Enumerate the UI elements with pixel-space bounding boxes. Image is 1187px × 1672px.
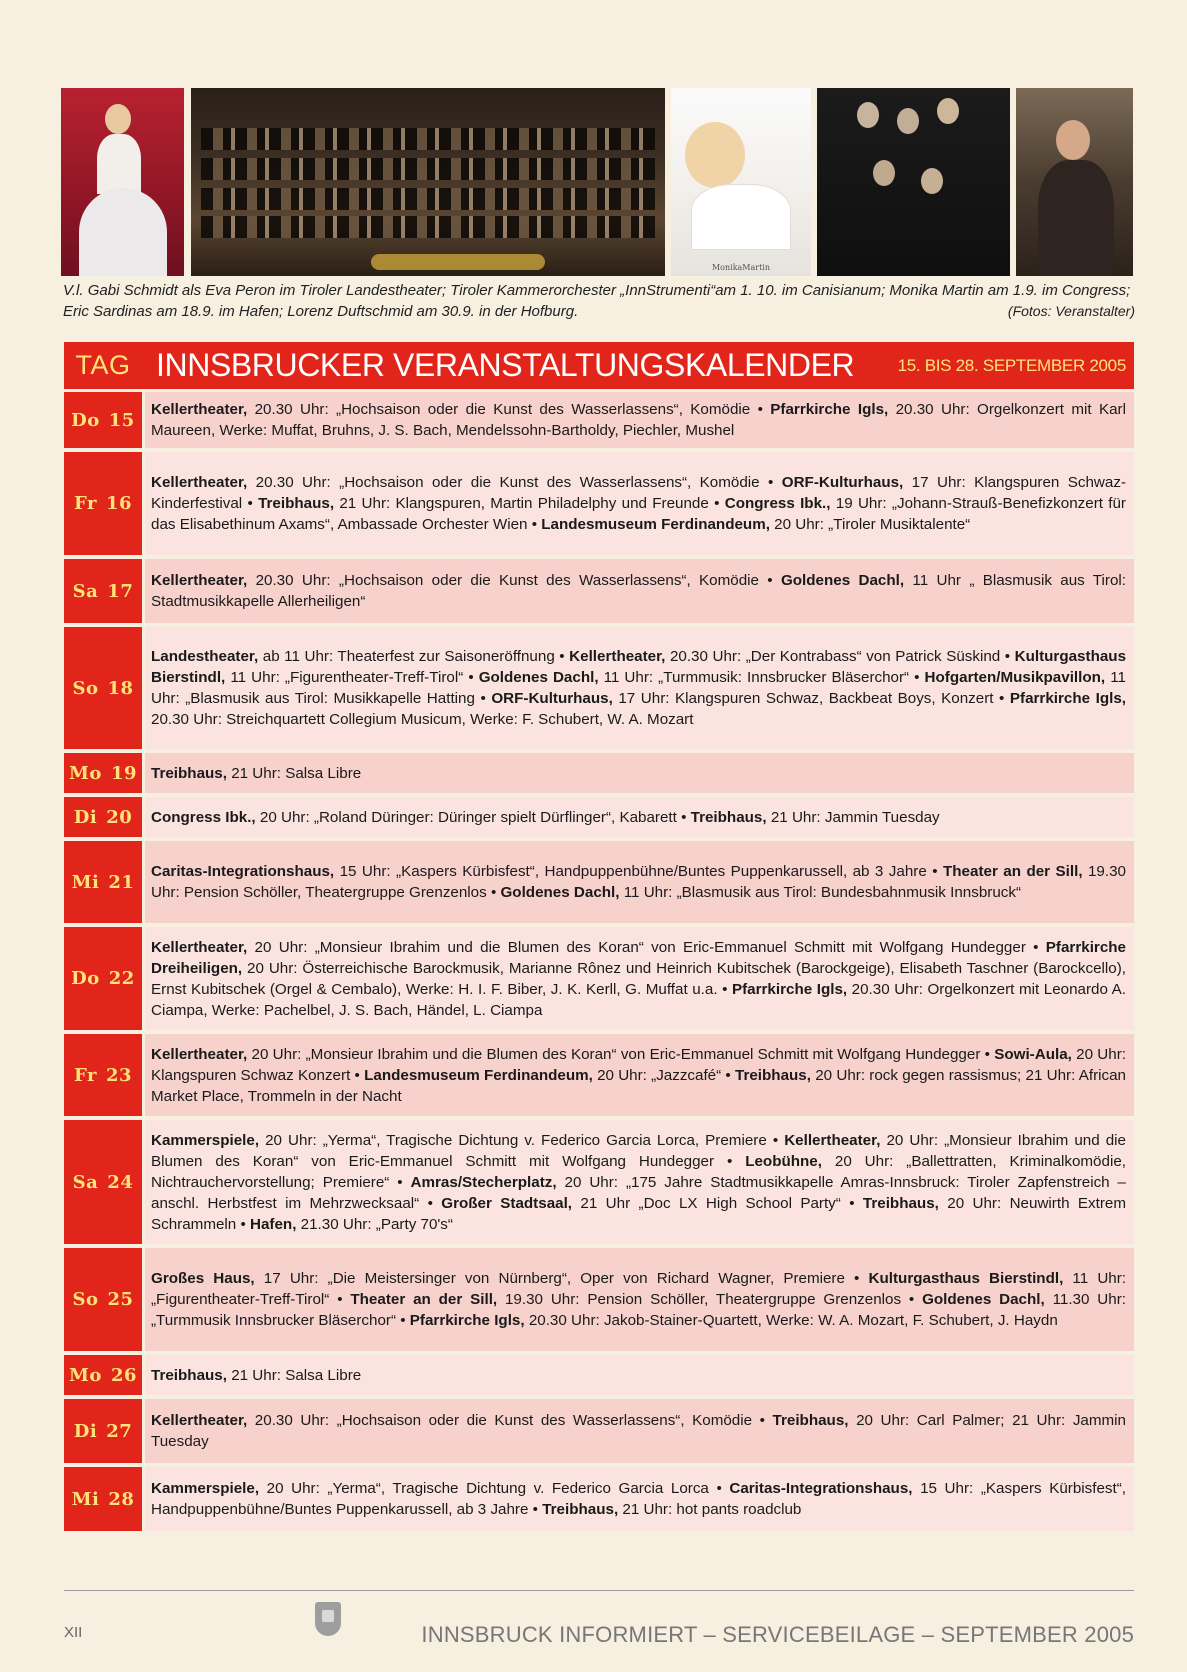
calendar-date-range: 15. BIS 28. SEPTEMBER 2005 [897,355,1126,375]
calendar-day-label [64,1399,142,1463]
event-text: 11 Uhr „ Blasmusik aus Tirol: Stadtmusikkapelle Allerheiligen“ [151,572,1126,610]
venue-name: Theater an der Sill, [943,863,1083,880]
entries-text [151,1478,1126,1520]
entries-text [151,807,940,828]
photo-monika-martin [671,88,811,276]
venue-name: Sowi-Aula, [994,1045,1072,1063]
calendar-rows [64,392,1134,1535]
calendar-day-label [64,1467,142,1531]
entries-text [151,1044,1126,1107]
calendar-row [64,841,1134,923]
venue-name: Goldenes Dachl, [922,1291,1045,1308]
event-text: 21.30 Uhr: „Party 70's“ [296,1215,453,1233]
event-text: 11 Uhr: „Blasmusik aus Tirol: Bundesbahnmusik Innsbruck“ [619,884,1022,901]
venue-name: Treibhaus, [735,1066,811,1084]
day-name: Mo [69,1364,102,1386]
venue-name: Landesmuseum Ferdinandeum, [541,516,770,533]
day-number: 16 [105,493,132,514]
event-text: 17 Uhr: Klangspuren Schwaz-Kinderfestival • [151,474,1126,512]
venue-name: Pfarrkirche Dreiheiligen, [151,938,1126,977]
day-name: Mo [69,762,102,784]
photo-caption [63,280,1135,322]
venue-name: Großes Haus, [151,1270,255,1287]
entries-text [151,399,1126,441]
event-text: 17 Uhr: „Die Meistersinger von Nürnberg“, Oper von Richard Wagner, Premiere • [254,1270,869,1287]
venue-name: Kellertheater, [151,1412,248,1429]
venue-name: Kellertheater, [151,572,248,589]
venue-name: Caritas-Integrationshaus, [729,1480,913,1497]
event-text: 11 Uhr: „Blasmusik aus Tirol: Musikkapelle Hatting • [151,669,1126,707]
calendar-day-label [64,1120,142,1244]
calendar-tag-label: TAG [75,350,131,380]
venue-name: Kellertheater, [151,401,248,418]
calendar-header [64,342,1134,389]
event-text: 11.30 Uhr: „Turmmusik Innsbrucker Bläserchor“ • [151,1291,1126,1329]
entries-text [151,570,1126,612]
calendar-title: INNSBRUCKER VERANSTALTUNGSKALENDER [156,347,855,383]
venue-name: Kellertheater, [151,938,248,956]
entries-text [151,646,1126,730]
calendar-day-label [64,797,142,837]
event-text: 20 Uhr: „Roland Düringer: Düringer spielt Dürflinger“, Kabarett • [255,808,691,826]
day-name: Fr [73,493,97,514]
calendar-entries [145,1120,1134,1244]
calendar-day-label [64,392,142,448]
calendar-day-label [64,1034,142,1116]
venue-name: Landesmuseum Ferdinandeum, [364,1066,593,1084]
event-text: 20.30 Uhr: „Hochsaison oder die Kunst des Wasserlassens“, Komödie • [247,1412,773,1429]
photo-gabi-schmidt [61,88,184,276]
calendar-entries [145,1248,1134,1351]
calendar-row [64,1034,1134,1116]
event-text: 21 Uhr: hot pants roadclub [618,1501,802,1518]
venue-name: Kulturgasthaus Bierstindl, [868,1270,1064,1287]
calendar-entries [145,559,1134,623]
event-text: 11 Uhr: „Turmmusik: Innsbrucker Bläserchor“ • [598,669,925,686]
venue-name: ORF-Kulturhaus, [491,690,613,707]
day-name: Di [73,806,98,828]
calendar-entries [145,1034,1134,1116]
calendar-entries [145,627,1134,749]
event-text: 11 Uhr: „Figurentheater-Treff-Tirol“ • [151,1270,1127,1308]
event-text: 19.30 Uhr: Pension Schöller, Theatergruppe Grenzenlos • [497,1291,923,1308]
venue-name: Pfarrkirche Igls, [770,401,889,418]
venue-name: Congress Ibk., [724,495,831,512]
photo-3-label: MonikaMartin [711,263,771,272]
calendar-day-label [64,627,142,749]
calendar-day-label [64,841,142,923]
event-text: 21 Uhr „Doc LX High School Party“ • [572,1194,863,1212]
event-text: 20.30 Uhr: „Hochsaison oder die Kunst des Wasserlassens“, Komödie • [247,474,782,491]
calendar-row [64,927,1134,1030]
venue-name: Caritas-Integrationshaus, [151,863,335,880]
entries-text [151,763,361,784]
event-text: 17 Uhr: Klangspuren Schwaz, Backbeat Boys, Konzert • [612,690,1010,707]
footer-divider [64,1590,1134,1591]
event-text: 20 Uhr: rock gegen rassismus; 21 Uhr: African Market Place, Trommeln in der Nacht [151,1066,1127,1105]
event-text: 21 Uhr: Salsa Libre [226,764,362,782]
venue-name: Treibhaus, [862,1194,939,1212]
day-number: 22 [108,968,135,989]
calendar-row [64,627,1134,749]
entries-text [151,1130,1126,1235]
event-text: 20 Uhr: „Tiroler Musiktalente“ [769,516,971,533]
event-text: 20 Uhr: „Monsieur Ibrahim und die Blumen des Koran“ von Eric-Emmanuel Schmitt mit Wolfgang Hundegger • [151,1131,1126,1170]
venue-name: Congress Ibk., [151,808,256,826]
event-text: 21 Uhr: Jammin Tuesday [766,808,940,826]
event-text: 20.30 Uhr: „Der Kontrabass“ von Patrick Süskind • [665,648,1015,665]
calendar-day-label [64,559,142,623]
venue-name: ORF-Kulturhaus, [781,474,904,491]
calendar-day-label [64,927,142,1030]
event-text: 20 Uhr: „Yerma“, Tragische Dichtung v. Federico Garcia Lorca, Premiere • [259,1131,785,1149]
event-text: 20 Uhr: Neuwirth Extrem Schrammeln • [151,1194,1126,1233]
day-number: 15 [108,409,135,431]
venue-name: Treibhaus, [151,764,227,782]
venue-name: Kammerspiele, [151,1480,260,1497]
photo-strip [61,88,1133,276]
photo-orchestra [191,88,665,276]
venue-name: Kellertheater, [784,1131,881,1149]
day-number: 21 [108,871,135,893]
photo-lorenz-duftschmid [1016,88,1133,276]
venue-name: Treibhaus, [258,495,335,512]
event-text: 20 Uhr: „Jazzcafé“ • [592,1066,735,1084]
calendar-row [64,452,1134,555]
caption-credit: (Fotos: Veranstalter) [1007,303,1135,319]
calendar-day-label [64,452,142,555]
venue-name: Landestheater, [151,648,259,665]
entries-text [151,1410,1126,1452]
event-text: 20 Uhr: „175 Jahre Stadtmusikkapelle Amras-Innsbruck: Tiroler Zapfenstreich – anschl. Herbstfest im Mehrzwecksaal“ • [151,1173,1126,1212]
venue-name: Goldenes Dachl, [500,884,620,901]
event-text: 15 Uhr: „Kaspers Kürbisfest“, Handpuppenbühne/Buntes Puppenkarussell, ab 3 Jahre • [151,1480,1126,1518]
entries-text [151,937,1126,1021]
venue-name: Goldenes Dachl, [780,572,905,589]
day-name: So [72,677,99,699]
entries-text [151,1268,1126,1331]
calendar-row [64,559,1134,623]
event-text: 20 Uhr: „Ballettratten, Kriminalkomödie, Nichtrauchervorstellung; Premiere“ • [151,1152,1126,1191]
venue-name: Kammerspiele, [151,1131,260,1149]
day-number: 28 [108,1488,135,1510]
footer-title: INNSBRUCK INFORMIERT – SERVICEBEILAGE – SEPTEMBER 2005 [421,1622,1134,1647]
calendar-entries [145,392,1134,448]
event-text: ab 11 Uhr: Theaterfest zur Saisoneröffnung • [258,648,570,665]
day-name: Mi [71,871,100,893]
calendar-row [64,1399,1134,1463]
day-name: So [72,1289,99,1310]
venue-name: Kellertheater, [569,648,666,665]
event-text: 20.30 Uhr: „Hochsaison oder die Kunst des Wasserlassens“, Komödie • [247,572,781,589]
calendar-entries [145,452,1134,555]
day-name: Sa [72,1171,99,1193]
day-number: 23 [105,1064,132,1086]
photo-eric-sardinas [817,88,1010,276]
venue-name: Großer Stadtsaal, [441,1194,573,1212]
venue-name: Treibhaus, [151,1366,227,1384]
venue-name: Kulturgasthaus Bierstindl, [151,648,1127,686]
calendar-day-label [64,1355,142,1395]
event-text: 20.30 Uhr: Streichquartett Collegium Musicum, Werke: F. Schubert, W. A. Mozart [151,711,694,728]
calendar-entries [145,1399,1134,1463]
calendar-entries [145,797,1134,837]
entries-text [151,861,1126,903]
calendar-day-label [64,1248,142,1351]
calendar-row [64,1248,1134,1351]
venue-name: Pfarrkirche Igls, [409,1312,525,1329]
calendar-row [64,1467,1134,1531]
event-text: 20 Uhr: „Monsieur Ibrahim und die Blumen des Koran“ von Eric-Emmanuel Schmitt mit Wolfgang Hundegger • [247,938,1046,956]
event-text: 11 Uhr: „Figurentheater-Treff-Tirol“ • [225,669,479,686]
day-number: 17 [107,580,134,602]
event-text: 20 Uhr: Carl Palmer; 21 Uhr: Jammin Tuesday [151,1412,1126,1450]
event-text: 20.30 Uhr: Orgelkonzert mit Karl Maureen, Werke: Muffat, Bruhns, J. S. Bach, Mendelssohn-Bartholdy, Piechler, Mushel [151,401,1126,439]
venue-name: Hofgarten/Musikpavillon, [924,669,1106,686]
day-name: Do [71,968,100,989]
entries-text [151,1365,361,1386]
venue-name: Pfarrkirche Igls, [731,980,848,998]
day-number: 18 [107,677,134,699]
venue-name: Theater an der Sill, [350,1291,498,1308]
event-text: 21 Uhr: Salsa Libre [226,1366,362,1384]
day-name: Di [73,1420,98,1442]
calendar-day-label [64,753,142,793]
event-text: 15 Uhr: „Kaspers Kürbisfest“, Handpuppenbühne/Buntes Puppenkarussell, ab 3 Jahre • [334,863,943,880]
venue-name: Pfarrkirche Igls, [1009,690,1126,707]
day-number: 19 [110,762,137,784]
event-text: 20.30 Uhr: „Hochsaison oder die Kunst des Wasserlassens“, Komödie • [247,401,771,418]
venue-name: Treibhaus, [772,1412,849,1429]
venue-name: Leobühne, [745,1152,822,1170]
calendar-entries [145,1467,1134,1531]
day-name: Mi [71,1488,100,1510]
calendar-row [64,797,1134,837]
calendar-entries [145,841,1134,923]
calendar-entries [145,753,1134,793]
venue-name: Hafen, [250,1215,297,1233]
day-number: 26 [110,1364,137,1386]
calendar-row [64,392,1134,448]
venue-name: Kellertheater, [151,474,248,491]
calendar-row [64,1355,1134,1395]
calendar-entries [145,927,1134,1030]
calendar-row [64,1120,1134,1244]
city-crest-icon [315,1602,341,1636]
event-text: 20.30 Uhr: Orgelkonzert mit Leonardo A. Ciampa, Werke: Pachelbel, J. S. Bach, Händel, L. Ciampa [151,980,1126,1019]
day-number: 24 [107,1171,134,1193]
event-text: 20 Uhr: „Yerma“, Tragische Dichtung v. Federico Garcia Lorca • [259,1480,730,1497]
day-number: 20 [106,806,133,828]
event-text: 21 Uhr: Klangspuren, Martin Philadelphy und Freunde • [334,495,725,512]
event-text: 19.30 Uhr: Pension Schöller, Theatergruppe Grenzenlos • [151,863,1126,901]
calendar-entries [145,1355,1134,1395]
day-name: Do [71,409,100,431]
day-number: 25 [107,1289,134,1310]
venue-name: Kellertheater, [151,1045,248,1063]
day-name: Sa [72,580,99,602]
calendar-row [64,753,1134,793]
venue-name: Amras/Stecherplatz, [410,1173,557,1191]
entries-text [151,472,1126,535]
caption-text: V.l. Gabi Schmidt als Eva Peron im Tiroler Landestheater; Tiroler Kammerorchester „InnStrumenti“am 1. 10. im Canisianum; Monika Martin am 1.9. im Congress; Eric Sardinas am 18.9. im Hafen; Lorenz Duftschmid am 30.9. in der Hofburg. [63,282,1131,320]
day-number: 27 [106,1420,133,1442]
event-text: 20 Uhr: Österreichische Barockmusik, Marianne Rônez und Heinrich Kubitschek (Barockgeige), Elisabeth Taschner (Barockcello), Ernst Kubitschek (Orgel & Cembalo), Werke: H. I. F. Biber, J. K. Kerll, G. Muffat u.a. • [151,959,1126,998]
event-text: 19 Uhr: „Johann-Strauß-Benefizkonzert für das Elisabethinum Axams“, Ambassade Orchester Wien • [151,495,1126,533]
day-name: Fr [73,1064,97,1086]
event-text: 20.30 Uhr: Jakob-Stainer-Quartett, Werke: W. A. Mozart, F. Schubert, J. Haydn [524,1312,1058,1329]
page-number: XII [64,1624,83,1641]
venue-name: Treibhaus, [690,808,767,826]
venue-name: Goldenes Dachl, [478,669,599,686]
event-text: 20 Uhr: Klangspuren Schwaz Konzert • [151,1045,1126,1084]
venue-name: Treibhaus, [542,1501,619,1518]
event-text: 20 Uhr: „Monsieur Ibrahim und die Blumen des Koran“ von Eric-Emmanuel Schmitt mit Wolfgang Hundegger • [247,1045,995,1063]
